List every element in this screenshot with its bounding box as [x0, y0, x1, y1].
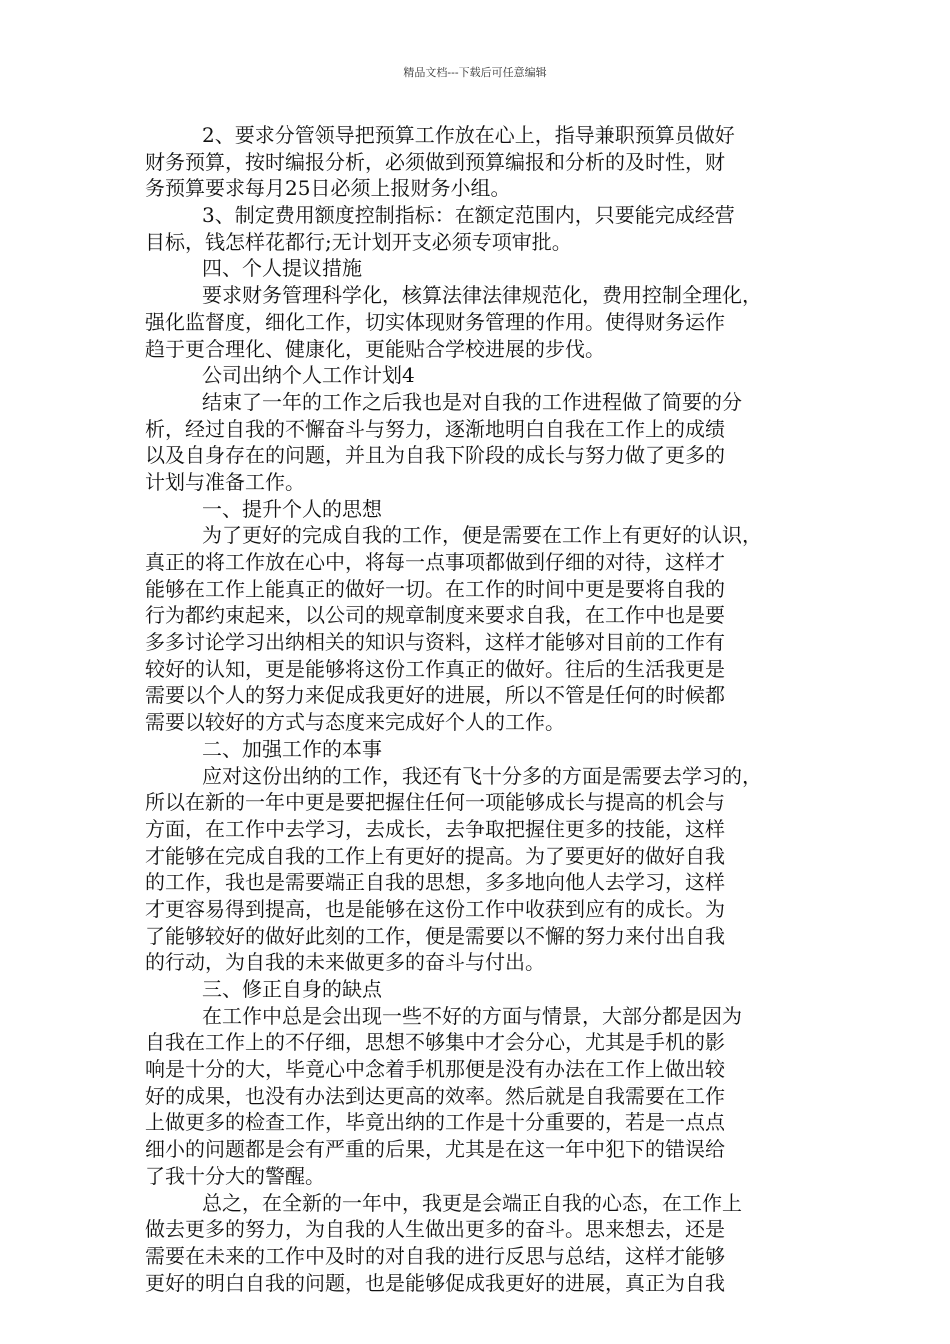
section-heading: 二、加强工作的本事: [202, 736, 382, 761]
paragraph-line: 行为都约束起来，以公司的规章制度来要求自我，在工作中也是要: [145, 603, 725, 628]
paragraph-line: 要求财务管理科学化，核算法律法律规范化，费用控制全理化，: [202, 283, 762, 308]
paragraph-line: 较好的认知，更是能够将这份工作真正的做好。往后的生活我更是: [145, 656, 725, 681]
paragraph-line: 需要以个人的努力来促成我更好的进展，所以不管是任何的时候都: [145, 683, 725, 708]
paragraph-line: 方面，在工作中去学习，去成长，去争取把握住更多的技能，这样: [145, 816, 725, 841]
paragraph-line: 才能够在完成自我的工作上有更好的提高。为了要更好的做好自我: [145, 843, 725, 868]
section-heading: 四、个人提议措施: [202, 256, 362, 281]
paragraph-line: 总之，在全新的一年中，我更是会端正自我的心态，在工作上: [202, 1190, 742, 1215]
paragraph-line: 了能够较好的做好此刻的工作，便是需要以不懈的努力来付出自我: [145, 923, 725, 948]
paragraph-line: 真正的将工作放在心中，将每一点事项都做到仔细的对待，这样才: [145, 550, 725, 574]
paragraph-line: 应对这份出纳的工作，我还有飞十分多的方面是需要去学习的，: [202, 763, 762, 788]
paragraph-line: 所以在新的一年中更是要把握住任何一项能够成长与提高的机会与: [145, 790, 725, 815]
paragraph-line: 响是十分的大，毕竟心中念着手机那便是没有办法在工作上做出较: [145, 1057, 725, 1082]
paragraph-line: 需要在未来的工作中及时的对自我的进行反思与总结，这样才能够: [145, 1243, 725, 1268]
document-body: [145, 122, 805, 1296]
paragraph-line: 计划与准备工作。: [145, 469, 305, 494]
paragraph-line: 上做更多的检查工作，毕竟出纳的工作是十分重要的，若是一点点: [145, 1110, 725, 1135]
paragraph-line: 为了更好的完成自我的工作，便是需要在工作上有更好的认识，: [202, 523, 762, 548]
paragraph-line: 自我在工作上的不仔细，思想不够集中才会分心，尤其是手机的影: [145, 1030, 725, 1055]
paragraph-line: 好的成果，也没有办法到达更高的效率。然后就是自我需要在工作: [145, 1083, 725, 1108]
paragraph-line: 能够在工作上能真正的做好一切。在工作的时间中更是要将自我的: [145, 576, 725, 601]
paragraph-line: 的行动，为自我的未来做更多的奋斗与付出。: [145, 950, 545, 975]
page-header: 精品文档---下载后可任意编辑: [403, 66, 547, 79]
paragraph-line: 需要以较好的方式与态度来完成好个人的工作。: [145, 710, 565, 735]
paragraph-line: 细小的问题都是会有严重的后果，尤其是在这一年中犯下的错误给: [145, 1137, 725, 1162]
paragraph-line: 2、要求分管领导把预算工作放在心上，指导兼职预算员做好: [202, 123, 735, 147]
document-title: 公司出纳个人工作计划4: [202, 363, 415, 388]
paragraph-line: 结束了一年的工作之后我也是对自我的工作进程做了简要的分: [202, 389, 742, 414]
paragraph-line: 多多讨论学习出纳相关的知识与资料，这样才能够对目前的工作有: [145, 630, 725, 655]
section-heading: 三、修正自身的缺点: [202, 977, 382, 1001]
paragraph-line: 以及自身存在的问题，并且为自我下阶段的成长与努力做了更多的: [145, 443, 725, 468]
paragraph-line: 趋于更合理化、健康化，更能贴合学校进展的步伐。: [145, 336, 605, 361]
section-heading: 一、提升个人的思想: [202, 496, 382, 521]
paragraph-line: 才更容易得到提高，也是能够在这份工作中收获到应有的成长。为: [145, 896, 725, 921]
paragraph-line: 务预算要求每月25日必须上报财务小组。: [145, 176, 511, 201]
paragraph-line: 财务预算，按时编报分析，必须做到预算编报和分析的及时性，财: [145, 149, 725, 174]
paragraph-line: 3、制定费用额度控制指标：在额定范围内，只要能完成经营: [202, 203, 735, 228]
paragraph-line: 在工作中总是会出现一些不好的方面与情景，大部分都是因为: [202, 1003, 742, 1028]
paragraph-line: 更好的明白自我的问题，也是能够促成我更好的进展，真正为自我: [145, 1270, 725, 1295]
paragraph-line: 了我十分大的警醒。: [145, 1163, 325, 1188]
paragraph-line: 目标，钱怎样花都行;无计划开支必须专项审批。: [145, 229, 572, 254]
paragraph-line: 析，经过自我的不懈奋斗与努力，逐渐地明白自我在工作上的成绩: [145, 416, 725, 441]
paragraph-line: 做去更多的努力，为自我的人生做出更多的奋斗。思来想去，还是: [145, 1217, 725, 1242]
paragraph-line: 的工作，我也是需要端正自我的思想，多多地向他人去学习，这样: [145, 870, 725, 895]
paragraph-line: 强化监督度，细化工作，切实体现财务管理的作用。使得财务运作: [145, 309, 725, 334]
